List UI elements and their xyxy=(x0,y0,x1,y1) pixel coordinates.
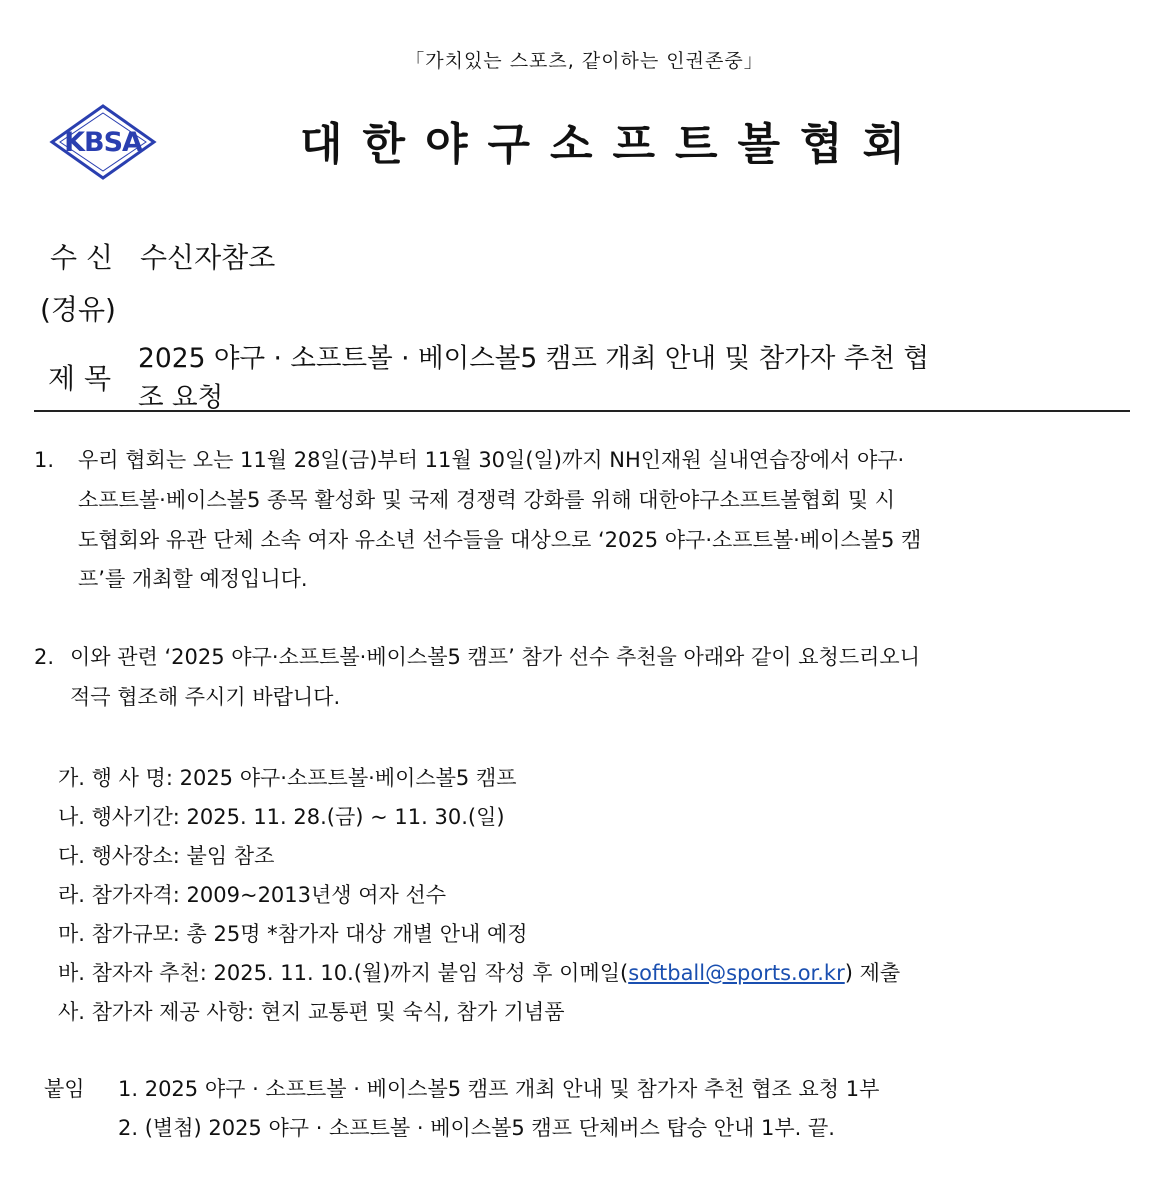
recommendation-text: 바. 참자자 추천: 2025. 11. 10.(월)까지 붙임 작성 후 이메일( xyxy=(58,961,629,985)
subject-label: 제 목 xyxy=(48,362,111,395)
attachment-item: 1. 2025 야구 · 소프트볼 · 베이스볼5 캠프 개최 안내 및 참가자 추천 협조 요청 1부 xyxy=(118,1077,880,1101)
recommendation-suffix: ) 제출 xyxy=(844,961,901,985)
detail-item: 나. 행사기간: 2025. 11. 28.(금) ~ 11. 30.(일) xyxy=(58,805,505,829)
detail-item-recommendation xyxy=(58,957,900,987)
slogan: 「가치있는 스포츠, 같이하는 인권존중」 xyxy=(405,50,764,72)
via-label: (경유) xyxy=(40,293,116,326)
attachment-item: 2. (별첨) 2025 야구 · 소프트볼 · 베이스볼5 캠프 단체버스 탑승 안내 1부. 끝. xyxy=(118,1116,835,1140)
logo-text: KBSA xyxy=(64,127,142,158)
subject-line-1: 2025 야구 · 소프트볼 · 베이스볼5 캠프 개최 안내 및 참가자 추천 협 xyxy=(138,343,930,374)
attachment-label: 붙임 xyxy=(44,1077,85,1101)
paragraph-2-line: 이와 관련 ‘2025 야구·소프트볼·베이스볼5 캠프’ 참가 선수 추천을 아래와 같이 요청드리오니 xyxy=(70,645,920,669)
organization-name: 대한야구소프트볼협회 xyxy=(300,119,926,170)
paragraph-1-number: 1. xyxy=(34,448,55,472)
paragraph-1-line: 도협회와 유관 단체 소속 여자 유소년 선수들을 대상으로 ‘2025 야구·소프트볼·베이스볼5 캠 xyxy=(78,528,922,552)
subject-line-2: 조 요청 xyxy=(138,382,224,413)
email-link[interactable]: softball@sports.or.kr xyxy=(628,961,845,985)
kbsa-logo xyxy=(48,104,158,180)
detail-item: 마. 참가규모: 총 25명 *참가자 대상 개별 안내 예정 xyxy=(58,922,528,946)
paragraph-1-line: 우리 협회는 오는 11월 28일(금)부터 11월 30일(일)까지 NH인재원 실내연습장에서 야구· xyxy=(78,448,905,472)
paragraph-1-line: 프’를 개최할 예정입니다. xyxy=(78,567,308,591)
detail-item: 다. 행사장소: 붙임 참조 xyxy=(58,844,275,868)
recipient-label: 수 신 xyxy=(50,241,113,274)
detail-item: 가. 행 사 명: 2025 야구·소프트볼·베이스볼5 캠프 xyxy=(58,766,517,790)
paragraph-1-line: 소프트볼·베이스볼5 종목 활성화 및 국제 경쟁력 강화를 위해 대한야구소프트볼협회 및 시 xyxy=(78,488,896,512)
detail-item: 사. 참가자 제공 사항: 현지 교통편 및 숙식, 참가 기념품 xyxy=(58,1000,565,1024)
header-divider xyxy=(34,410,1130,412)
recipient-value: 수신자참조 xyxy=(140,241,276,274)
detail-item: 라. 참가자격: 2009~2013년생 여자 선수 xyxy=(58,883,447,907)
paragraph-2-number: 2. xyxy=(34,645,55,669)
paragraph-2-line: 적극 협조해 주시기 바랍니다. xyxy=(70,685,341,709)
